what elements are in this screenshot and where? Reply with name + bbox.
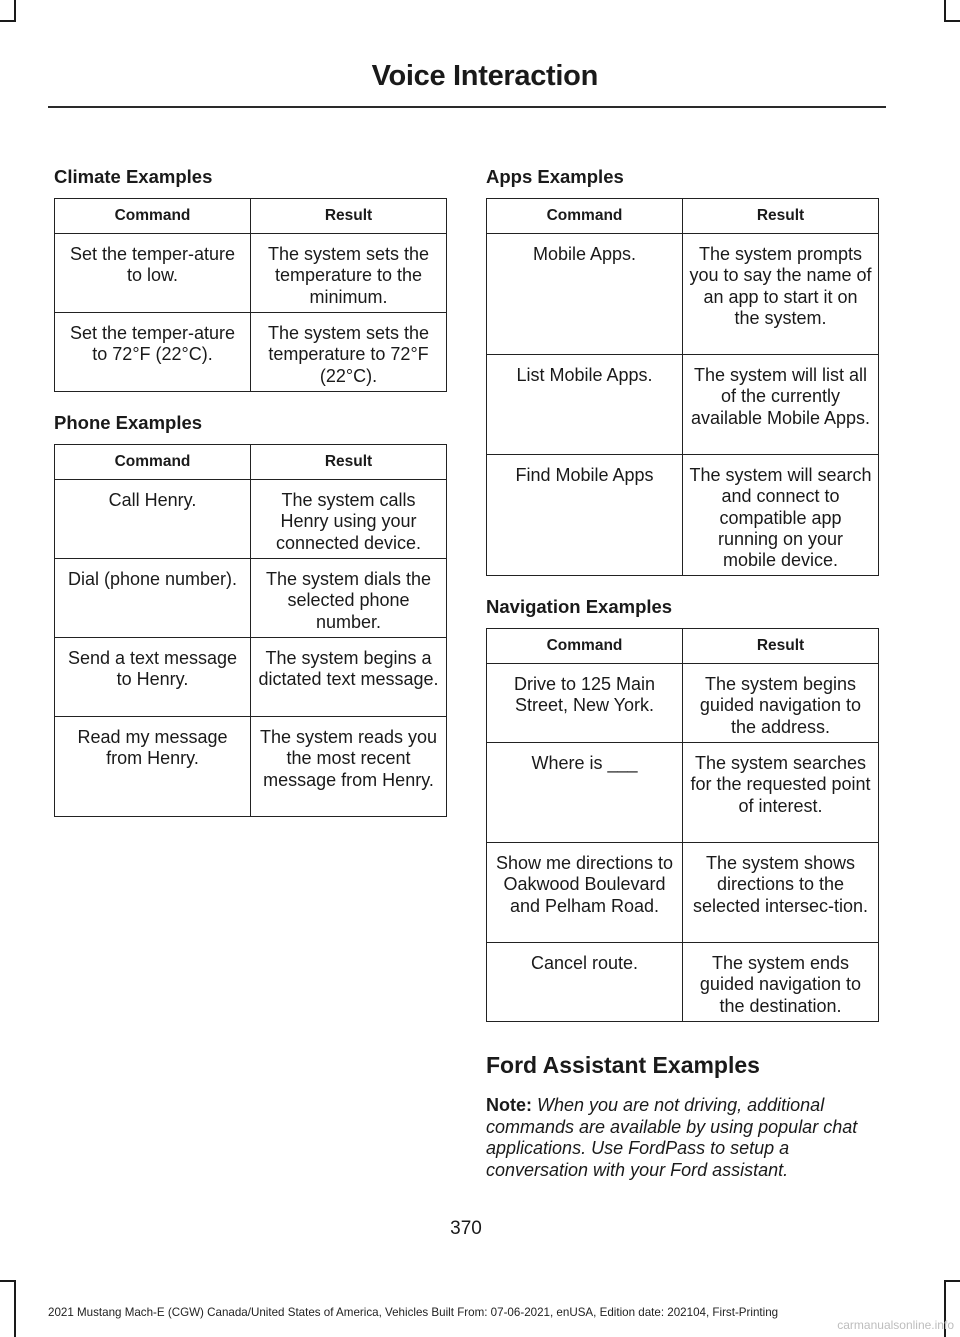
climate-table <box>54 198 447 392</box>
page-number: 370 <box>450 1218 482 1239</box>
page-title: Voice Interaction <box>371 60 598 92</box>
climate-heading: Climate Examples <box>54 166 213 187</box>
command-cell: Drive to 125 Main Street, New York. <box>487 664 683 743</box>
command-cell: Set the temper-ature to 72°F (22°C). <box>55 313 251 392</box>
command-cell: Find Mobile Apps <box>487 455 683 576</box>
right-column <box>486 166 878 1181</box>
result-cell: The system dials the selected phone number. <box>251 559 447 638</box>
column-header-result: Result <box>683 629 879 664</box>
result-cell: The system begins guided navigation to the address. <box>683 664 879 743</box>
crop-mark-bottom-right-h <box>944 1280 960 1282</box>
result-cell: The system begins a dictated text message. <box>251 638 447 717</box>
table-row <box>487 943 879 1022</box>
result-cell: The system shows directions to the selected intersec-tion. <box>683 843 879 943</box>
column-header-command: Command <box>487 629 683 664</box>
crop-mark-bottom-left-v <box>14 1280 16 1337</box>
crop-mark-top-left-v <box>14 0 16 22</box>
table-row <box>55 717 447 817</box>
table-row <box>487 355 879 455</box>
table-header-row <box>487 199 879 234</box>
column-header-command: Command <box>55 445 251 480</box>
command-cell: Mobile Apps. <box>487 234 683 355</box>
result-cell: The system reads you the most recent message from Henry. <box>251 717 447 817</box>
command-cell: Show me directions to Oakwood Boulevard and Pelham Road. <box>487 843 683 943</box>
table-row <box>55 234 447 313</box>
table-row <box>55 638 447 717</box>
result-cell: The system will search and connect to compatible app running on your mobile device. <box>683 455 879 576</box>
result-cell: The system ends guided navigation to the destination. <box>683 943 879 1022</box>
result-cell: The system prompts you to say the name of an app to start it on the system. <box>683 234 879 355</box>
table-row <box>55 559 447 638</box>
table-row <box>487 664 879 743</box>
command-cell: List Mobile Apps. <box>487 355 683 455</box>
command-cell: Send a text message to Henry. <box>55 638 251 717</box>
note-text: When you are not driving, additional commands are available by using popular chat applications. Use FordPass to setup a conversation with your Ford assistant. <box>486 1095 858 1180</box>
result-cell: The system will list all of the currently available Mobile Apps. <box>683 355 879 455</box>
table-row <box>55 480 447 559</box>
column-header-command: Command <box>487 199 683 234</box>
apps-heading: Apps Examples <box>486 166 624 187</box>
result-cell: The system searches for the requested point of interest. <box>683 743 879 843</box>
command-cell: Cancel route. <box>487 943 683 1022</box>
table-header-row <box>55 445 447 480</box>
result-cell: The system calls Henry using your connected device. <box>251 480 447 559</box>
crop-mark-top-right-v <box>944 0 946 22</box>
ford-assistant-note <box>486 1095 878 1181</box>
navigation-heading: Navigation Examples <box>486 596 673 617</box>
column-header-result: Result <box>251 199 447 234</box>
phone-table <box>54 444 447 817</box>
table-header-row <box>487 629 879 664</box>
table-row <box>487 455 879 576</box>
phone-heading: Phone Examples <box>54 412 203 433</box>
ford-assistant-heading: Ford Assistant Examples <box>486 1052 760 1078</box>
watermark: carmanualsonline.info <box>837 1318 954 1332</box>
table-row <box>487 843 879 943</box>
result-cell: The system sets the temperature to 72°F (22°C). <box>251 313 447 392</box>
command-cell: Set the temper-ature to low. <box>55 234 251 313</box>
table-row <box>487 743 879 843</box>
column-header-command: Command <box>55 199 251 234</box>
table-row <box>487 234 879 355</box>
apps-table <box>486 198 879 576</box>
crop-mark-top-left-h <box>0 20 16 22</box>
navigation-table <box>486 628 879 1022</box>
left-column <box>54 166 446 817</box>
footer-text: 2021 Mustang Mach-E (CGW) Canada/United States of America, Vehicles Built From: 07-06-2021, enUSA, Edition date: 202104, First-Printing <box>48 1306 779 1319</box>
result-cell: The system sets the temperature to the minimum. <box>251 234 447 313</box>
note-label: Note: <box>486 1095 532 1115</box>
column-header-result: Result <box>251 445 447 480</box>
command-cell: Dial (phone number). <box>55 559 251 638</box>
command-cell: Where is ___ <box>487 743 683 843</box>
crop-mark-top-right-h <box>944 20 960 22</box>
table-header-row <box>55 199 447 234</box>
command-cell: Call Henry. <box>55 480 251 559</box>
crop-mark-bottom-left-h <box>0 1280 16 1282</box>
column-header-result: Result <box>683 199 879 234</box>
command-cell: Read my message from Henry. <box>55 717 251 817</box>
table-row <box>55 313 447 392</box>
header-divider <box>48 106 886 108</box>
